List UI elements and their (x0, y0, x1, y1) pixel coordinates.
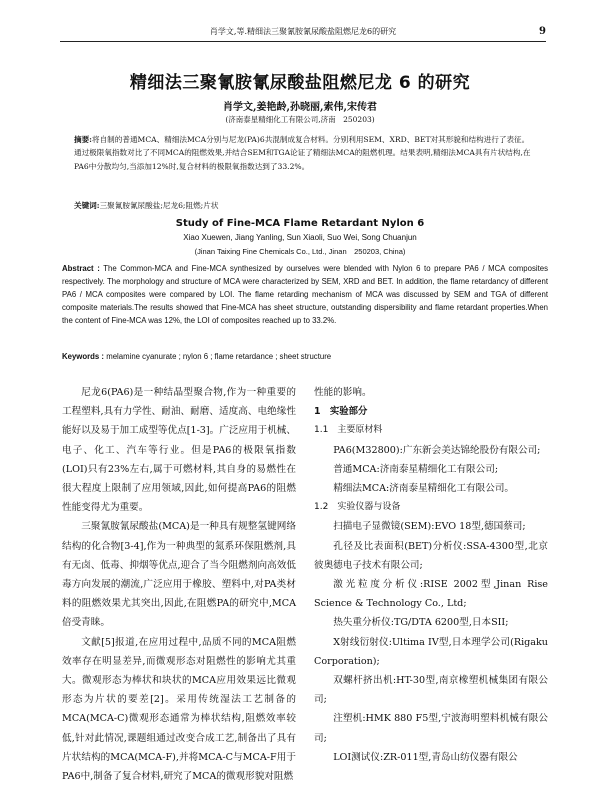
keywords-chinese (74, 200, 534, 211)
material-item: 精细法MCA:济南泰星精细化工有限公司。 (333, 483, 515, 495)
body-paragraph: 性能的影响。 (314, 387, 372, 398)
keywords-en-label: Keywords : (62, 352, 105, 361)
keywords-en-text: melamine cyanurate ; nylon 6 ; flame retardance ; sheet structure (106, 352, 332, 361)
body-column-left (62, 383, 296, 786)
title-chinese: 精细法三聚氰胺氰尿酸盐阻燃尼龙 6 的研究 (129, 73, 471, 93)
equipment-item: X射线衍射仪:Ultima IV型,日本理学公司(Rigaku Corporation); (314, 636, 548, 667)
authors-english: Xiao Xuewen, Jiang Yanling, Sun Xiaoli, Suo Wei, Song Chuanjun (183, 233, 417, 242)
title-english: Study of Fine-MCA Flame Retardant Nylon 6 (175, 218, 425, 229)
equipment-item: 扫描电子显微镜(SEM):EVO 18型,德国蔡司; (333, 521, 526, 533)
subsection-heading: 1.2 实验仪器与设备 (314, 502, 401, 513)
affiliation-english: (Jinan Taixing Fine Chemicals Co., Ltd., Jinan 250203, China) (194, 247, 406, 256)
keywords-cn-label: 关键词: (74, 201, 100, 210)
abstract-cn-label: 摘要: (74, 135, 92, 144)
keywords-cn-text: 三聚氰胺氰尿酸盐;尼龙6;阻燃;片状 (99, 201, 219, 210)
subsection-heading: 1.1 主要原材料 (314, 425, 383, 436)
body-paragraph: 三聚氰胺氰尿酸盐(MCA)是一种具有规整氢键网络结构的化合物[3-4],作为一种典型的氮系环保阻燃剂,具有无卤、低毒、抑烟等优点,迎合了当今阻燃剂向高效低毒方向发展的潮流,广泛应用于橡胶、塑料中,对PA类材料的阻燃效果尤其突出,因此,在阻燃PA的研究中,MCA倍受青睐。 (62, 521, 296, 629)
page-number: 9 (539, 26, 546, 37)
material-item: 普通MCA:济南泰星精细化工有限公司; (333, 463, 499, 475)
equipment-item: 热失重分析仪:TG/DTA 6200型,日本SII; (333, 617, 509, 629)
running-header (60, 26, 546, 42)
equipment-item: 双螺杆挤出机:HT-30型,南京橡塑机械集团有限公司; (314, 675, 548, 706)
equipment-item: LOI测试仪:ZR-011型,青岛山纺仪器有限公 (333, 751, 518, 763)
body-paragraph: 文献[5]报道,在应用过程中,品质不同的MCA阻燃效率存在明显差异,而微观形态对阻燃性的影响尤其重大。微观形态为棒状和块状的MCA应用效果远比微观形态为片状的要差[2]。采用传统湿法工艺制备的MCA(MCA-C)微观形态通常为棒状结构,阻燃效率较低,针对此情况,课题组通过改变合成工艺,制备出了具有片状结构的MCA(MCA-F),并将MCA-C与MCA-F用于PA6中,制备了复合材料,研究了MCA的微观形貌对阻燃 (62, 636, 296, 783)
abstract-english (62, 262, 548, 327)
abstract-en-text: The Common-MCA and Fine-MCA synthesized by ourselves were blended with Nylon 6 to prepare PA6 / MCA composites respectively. The morphology and structure of MCA were characterized by SEM, XRD and BET. In addition, the flame retardancy of different PA6 / MCA composites were compared by LOI. The flame retarding mechanism of MCA was discussed by SEM and TGA of different composite materials.The results showed that Fine-MCA has sheet structure, outstanding dispersibility and flame retardant properties.When the content of Fine-MCA was 12%, the LOI of composites reached up to 33.2%. (62, 264, 548, 325)
material-item: PA6(M32800):广东新会美达锦纶股份有限公司; (333, 444, 541, 456)
abstract-cn-text: 将自制的普通MCA、精细法MCA分别与尼龙(PA)6共混制成复合材料。分别利用SEM、XRD、BET对其形貌和结构进行了表征。通过极限氧指数对比了不同MCA的阻燃效果,并结合SEM和TGA论证了精细法MCA的阻燃机理。结果表明,精细法MCA具有片状结构,在PA6中分散均匀,当添加12%时,复合材料的极限氧指数达到了33.2%。 (74, 135, 531, 171)
keywords-english (62, 352, 548, 361)
section-heading: 1 实验部分 (314, 406, 368, 418)
abstract-en-label: Abstract : (62, 264, 100, 273)
affiliation-chinese: (济南泰星精细化工有限公司,济南 250203) (225, 115, 375, 124)
body-paragraph: 尼龙6(PA6)是一种结晶型聚合物,作为一种重要的工程塑料,具有力学性、耐油、耐磨、适度高、电绝缘性能好以及易于加工成型等优点[1-3]。广泛应用于机械、电子、化工、汽车等行业。但是PA6的极限氧指数(LOI)只有23%左右,属于可燃材料,其自身的易燃性在很大程度上限制了应用领域,因此,如何提高PA6的阻燃性能变得尤为重要。 (62, 387, 296, 514)
equipment-item: 激光粒度分析仪:RISE 2002型,Jinan Rise Science & Technology Co., Ltd; (314, 579, 548, 610)
equipment-item: 注塑机:HMK 880 F5型,宁波海明塑料机械有限公司; (314, 713, 548, 744)
abstract-chinese (74, 133, 534, 173)
authors-chinese: 肖学文,姜艳龄,孙晓丽,索伟,宋传君 (223, 102, 377, 113)
equipment-item: 孔径及比表面积(BET)分析仪:SSA-4300型,北京彼奥德电子技术有限公司; (314, 540, 548, 571)
body-column-right (314, 383, 548, 767)
running-title: 肖学文,等.精细法三聚氰胺氰尿酸盐阻燃尼龙6的研究 (209, 27, 397, 36)
